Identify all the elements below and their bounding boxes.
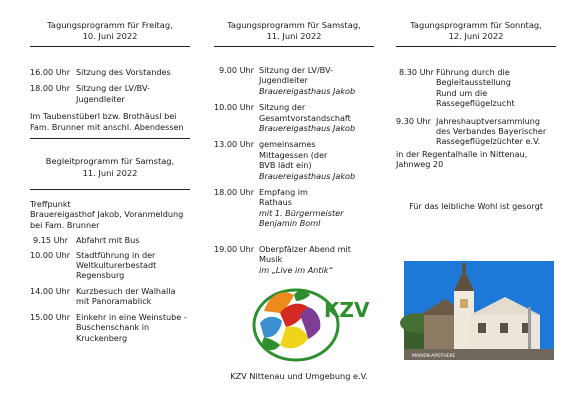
divider: [214, 46, 374, 47]
companion-date: 11. Juni 2022: [82, 168, 138, 179]
item-time: 10.00 Uhr: [30, 249, 71, 260]
item-text: Oberpfälzer Abend mit Musik: [259, 243, 351, 265]
friday-column: [30, 0, 190, 343]
item-text: Führung durch die Begleitausstellung Rund um die Rassegeflügelzucht: [436, 67, 515, 109]
town-photo: [404, 261, 554, 360]
companion-schedule: [30, 235, 190, 343]
friday-schedule: [30, 67, 190, 132]
logo-text: KZV: [324, 298, 370, 322]
item-body: [259, 65, 374, 96]
item-body: [259, 187, 374, 229]
item-venue: Brauereigasthaus Jakob: [259, 85, 356, 96]
item-text: Sitzung des Vorstandes: [76, 67, 171, 77]
saturday-title: Tagungsprogramm für Samstag,: [227, 20, 361, 30]
companion-item: [30, 312, 190, 343]
logo-shape-yellow: [280, 327, 308, 349]
companion-item: [30, 286, 190, 307]
item-body: [259, 139, 374, 181]
item-text: Sitzung der LV/BV-Jugendleiter: [259, 65, 333, 86]
item-venue: Brauereigasthaus Jakob: [259, 170, 356, 181]
item-time: 10.00 Uhr: [214, 102, 255, 113]
saturday-item: [214, 139, 374, 181]
item-time: 9.30 Uhr: [396, 115, 431, 126]
saturday-item: [214, 65, 374, 96]
item-venue: mit 1. Bürgermeister Benjamin Boml: [259, 207, 344, 229]
friday-item: [30, 83, 190, 104]
divider: [396, 46, 556, 47]
friday-date: 10. Juni 2022: [82, 31, 138, 41]
sunday-column: [396, 0, 556, 211]
saturday-item: [214, 244, 374, 275]
item-text: Abfahrt mit Bus: [76, 235, 140, 246]
companion-item: [30, 235, 190, 245]
food-note: Für das leibliche Wohl ist gesorgt: [409, 200, 543, 211]
item-venue: im „Live im Antik“: [259, 264, 333, 275]
saturday-item: [214, 102, 374, 133]
item-time: 16.00 Uhr: [30, 67, 71, 77]
item-text: Kurzbesuch der Walhalla mit Panoramablick: [76, 285, 176, 307]
item-text: gemeinsames Mittagessen (der BVB lädt ein): [259, 139, 328, 171]
sunday-location: in der Regentalhalle in Nittenau, Jahnweg 20: [396, 148, 528, 170]
friday-header: [30, 20, 190, 42]
friday-title: Tagungsprogramm für Freitag,: [47, 20, 173, 30]
meeting-text: Brauereigasthof Jakob, Voranmeldung bei Fam. Brunner: [30, 209, 184, 230]
shop-sign: MARIEN-APOTHEKE: [412, 354, 456, 359]
item-text: Stadtführung in der Weltkulturerbestadt Regensburg: [76, 249, 157, 281]
item-time: 19.00 Uhr: [214, 243, 255, 254]
item-body: [259, 102, 374, 133]
sunday-schedule: [396, 67, 556, 170]
window: [478, 323, 486, 333]
companion-item: [30, 250, 190, 281]
item-time: 13.00 Uhr: [214, 139, 255, 150]
item-text: Jahreshauptversammlung des Verbandes Bayerischer Rassegeflügelzüchter e.V.: [436, 115, 547, 147]
item-time: 14.00 Uhr: [30, 285, 71, 296]
kzv-caption: KZV Nittenau und Umgebung e.V.: [230, 371, 368, 381]
window: [500, 323, 508, 333]
saturday-item: [214, 187, 374, 229]
sunday-header: [396, 20, 556, 42]
item-time: 9.00 Uhr: [219, 65, 254, 75]
meeting-label: Treffpunkt: [30, 199, 71, 210]
friday-item: [30, 67, 190, 77]
item-text: Sitzung der Gesamtvorstandschaft: [259, 102, 351, 123]
item-text: Einkehr in eine Weinstube - Buschenschank in Kruckenberg: [76, 311, 187, 343]
saturday-header: [214, 20, 374, 42]
divider: [30, 138, 190, 139]
friday-evening: Im Taubenstüberl bzw. Brothäusl bei Fam. Brunner mit anschl. Abendessen: [30, 111, 184, 132]
saturday-column: [214, 0, 374, 275]
sunday-date: 12. Juni 2022: [448, 31, 504, 41]
tower-clock: [460, 299, 468, 308]
companion-header: [30, 155, 190, 179]
item-text: Sitzung der LV/BV-Jugendleiter: [76, 83, 150, 104]
item-time: 18.00 Uhr: [214, 187, 255, 198]
divider: [30, 46, 190, 47]
saturday-date: 11. Juni 2022: [266, 31, 322, 41]
item-body: [259, 244, 374, 275]
tower-spire: [462, 263, 466, 271]
sunday-item: [396, 116, 556, 147]
item-time: 18.00 Uhr: [30, 83, 71, 94]
companion-title: Begleitprogramm für Samstag,: [45, 156, 175, 167]
item-time: 15.00 Uhr: [30, 311, 71, 322]
companion-meeting: [30, 199, 190, 230]
item-venue: Brauereigasthaus Jakob: [259, 123, 356, 134]
kzv-logo: [250, 281, 370, 361]
sunday-item: [396, 67, 556, 109]
item-text: Empfang im Rathaus: [259, 187, 308, 208]
divider: [30, 189, 190, 190]
logo-shape-blue: [260, 317, 282, 338]
saturday-schedule: [214, 65, 374, 275]
sunday-title: Tagungsprogramm für Sonntag,: [410, 20, 542, 30]
item-time: 8.30 Uhr: [399, 67, 434, 77]
item-time: 9.15 Uhr: [33, 235, 68, 246]
